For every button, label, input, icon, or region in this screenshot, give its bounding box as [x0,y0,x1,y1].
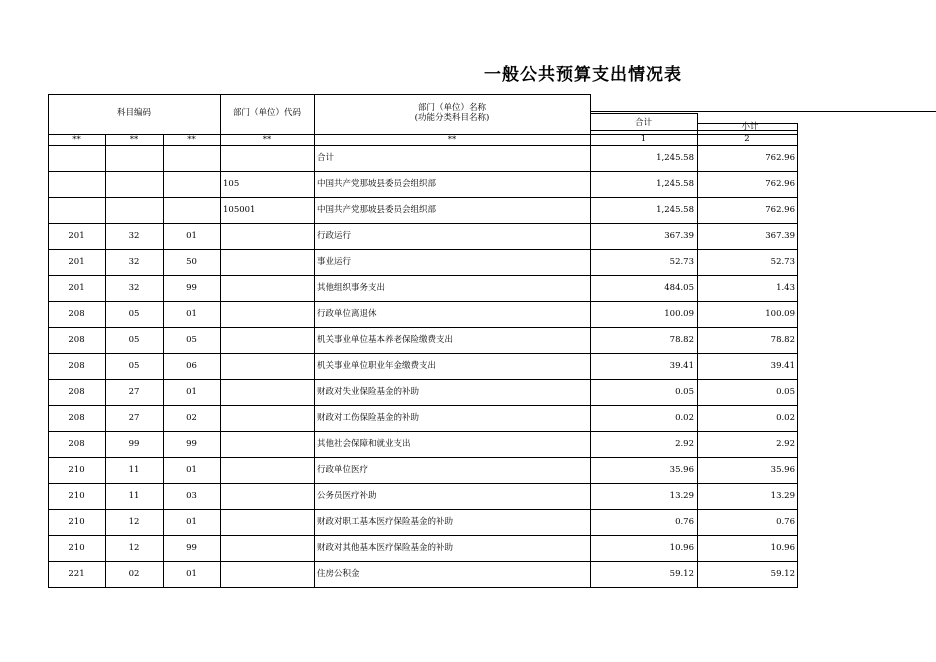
row-border [48,457,797,458]
row-total: 52.73 [669,257,694,267]
row-class-code: 210 [68,491,85,501]
row-name: 行政单位医疗 [317,465,369,475]
header-stars: ** [447,135,457,145]
header-top-border [48,94,591,95]
row-total: 39.41 [669,361,694,371]
header-right-top-border [590,111,936,112]
header-function-name: (功能分类科目名称) [414,113,490,123]
row-dept-code: 105 [223,179,240,189]
row-border [48,301,797,302]
header-stars: ** [72,135,81,145]
row-total: 78.82 [669,335,694,345]
row-name: 财政对其他基本医疗保险基金的补助 [317,543,454,553]
header-col-1: 1 [640,134,647,144]
row-subtotal: 0.05 [776,387,795,397]
row-border [48,197,797,198]
row-name: 财政对工伤保险基金的补助 [317,413,420,423]
row-total: 0.02 [675,413,694,423]
row-item-code: 01 [186,569,197,579]
row-item-code: 99 [186,439,197,449]
row-border [48,275,797,276]
row-subtotal: 59.12 [770,569,795,579]
row-border [48,249,797,250]
row-name: 其他社会保障和就业支出 [317,439,411,449]
row-section-code: 05 [128,335,140,345]
row-name: 行政单位离退休 [317,309,377,319]
row-section-code: 05 [128,361,140,371]
row-total: 10.96 [669,543,694,553]
header-col-2: 2 [744,134,750,144]
row-name: 财政对职工基本医疗保险基金的补助 [317,517,454,527]
row-class-code: 210 [68,517,85,527]
row-name: 机关事业单位职业年金缴费支出 [317,361,437,371]
row-name: 中国共产党那坡县委员会组织部 [317,179,437,189]
row-subtotal: 762.96 [765,179,795,189]
row-total: 0.05 [675,387,694,397]
row-total: 59.12 [669,569,694,579]
row-total: 484.05 [664,283,694,293]
header-subject-code: 科目编码 [116,108,151,118]
header-dept-name: 部门（单位）名称 [417,103,486,113]
row-name: 公务员医疗补助 [317,491,377,501]
row-dept-code: 105001 [223,205,256,215]
row-section-code: 32 [128,257,140,267]
column-border [220,94,221,588]
row-subtotal: 52.73 [770,257,795,267]
row-item-code: 01 [186,387,197,397]
row-section-code: 99 [128,439,140,449]
column-border [797,123,798,588]
row-total: 367.39 [664,231,694,241]
header-stars: ** [187,135,196,145]
row-subtotal: 39.41 [770,361,795,371]
row-border [48,587,797,588]
row-subtotal: 13.29 [770,491,795,501]
column-border [314,94,315,588]
row-section-code: 12 [128,517,140,527]
row-name: 合计 [317,153,335,163]
row-section-code: 02 [128,569,140,579]
row-border [48,223,797,224]
row-border [48,405,797,406]
row-section-code: 11 [128,491,140,501]
row-class-code: 201 [68,257,85,267]
row-class-code: 208 [68,361,85,371]
row-name: 中国共产党那坡县委员会组织部 [317,205,437,215]
row-item-code: 02 [186,413,197,423]
row-item-code: 03 [186,491,197,501]
row-border [48,509,797,510]
row-item-code: 06 [186,361,197,371]
row-total: 1,245.58 [656,153,694,163]
page-title: 一般公共预算支出情况表 [484,65,682,85]
row-name: 行政运行 [317,231,352,241]
row-subtotal: 100.09 [765,309,795,319]
row-border [48,483,797,484]
row-section-code: 27 [128,413,140,423]
row-class-code: 208 [68,335,85,345]
row-total: 0.76 [675,517,694,527]
row-name: 财政对失业保险基金的补助 [317,387,420,397]
row-item-code: 01 [186,309,197,319]
row-item-code: 01 [186,517,197,527]
row-border [48,171,797,172]
row-class-code: 208 [68,309,85,319]
row-class-code: 208 [68,413,85,423]
row-subtotal: 762.96 [765,205,795,215]
row-subtotal: 0.02 [776,413,795,423]
row-item-code: 50 [186,257,197,267]
row-section-code: 05 [128,309,140,319]
row-subtotal: 0.76 [776,517,795,527]
row-subtotal: 2.92 [776,439,795,449]
row-border [48,561,797,562]
row-item-code: 01 [186,465,197,475]
row-total: 35.96 [669,465,694,475]
row-total: 2.92 [675,439,694,449]
row-class-code: 208 [68,387,85,397]
row-border [48,431,797,432]
row-class-code: 201 [68,231,85,241]
header-subtotal: 小计 [741,122,759,132]
row-name: 事业运行 [317,257,352,267]
row-border [48,353,797,354]
row-border [48,535,797,536]
row-section-code: 11 [128,465,140,475]
row-border [48,327,797,328]
row-subtotal: 1.43 [776,283,795,293]
row-item-code: 01 [186,231,197,241]
row-name: 住房公积金 [317,569,360,579]
row-class-code: 210 [68,543,85,553]
row-item-code: 99 [186,543,197,553]
row-item-code: 99 [186,283,197,293]
row-name: 机关事业单位基本养老保险缴费支出 [317,335,454,345]
header-total: 合计 [634,118,652,128]
row-name: 其他组织事务支出 [317,283,386,293]
row-section-code: 32 [128,231,140,241]
row-class-code: 210 [68,465,85,475]
row-subtotal: 367.39 [765,231,795,241]
row-class-code: 201 [68,283,85,293]
row-subtotal: 78.82 [770,335,795,345]
row-total: 1,245.58 [656,205,694,215]
header-stars: ** [129,135,139,145]
row-section-code: 27 [128,387,140,397]
row-subtotal: 10.96 [770,543,795,553]
header-dept-code: 部门（单位）代码 [232,108,301,118]
row-total: 100.09 [664,309,694,319]
row-border [48,379,797,380]
total-header-line [590,113,697,114]
row-section-code: 12 [128,543,140,553]
row-subtotal: 762.96 [765,153,795,163]
row-class-code: 208 [68,439,85,449]
row-section-code: 32 [128,283,140,293]
header-stars: ** [262,135,272,145]
row-subtotal: 35.96 [770,465,795,475]
row-item-code: 05 [186,335,197,345]
row-class-code: 221 [68,569,85,579]
row-total: 13.29 [669,491,694,501]
row-total: 1,245.58 [656,179,694,189]
